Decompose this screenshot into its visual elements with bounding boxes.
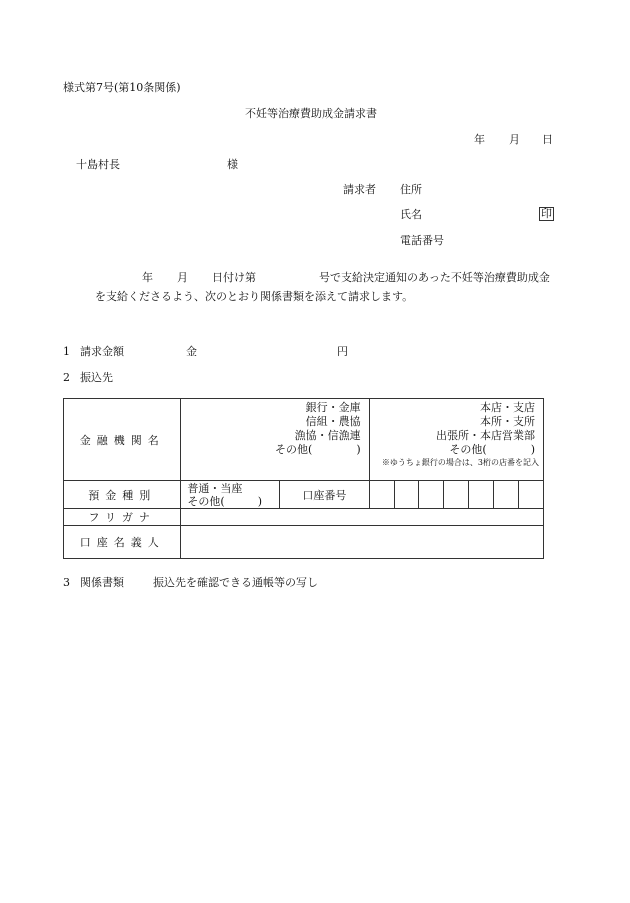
account-digit-box[interactable]	[494, 481, 519, 509]
body-month: 月	[177, 271, 188, 284]
account-digit-box[interactable]	[369, 481, 394, 509]
item3-text: 振込先を確認できる通帳等の写し	[153, 576, 318, 589]
honorific: 様	[227, 158, 238, 171]
account-holder-label: 口座名義人	[64, 526, 181, 559]
account-digit-box[interactable]	[518, 481, 543, 509]
item1-label: 請求金額	[80, 345, 124, 358]
branch-type: 出張所・本店営業部	[436, 429, 535, 442]
item2-number: 2	[63, 371, 70, 384]
institution-label: 金融機関名	[64, 399, 181, 481]
institution-type: 漁協・信漁連	[294, 429, 361, 442]
institution-type: 銀行・金庫	[305, 401, 361, 414]
yucho-note: ※ゆうちょ銀行の場合は、3桁の店番を記入	[381, 458, 539, 467]
date-month: 月	[509, 133, 520, 146]
branch-type-cell	[369, 399, 543, 481]
institution-type: 信組・農協	[305, 415, 361, 428]
body-line1: 号で支給決定通知のあった不妊等治療費助成金	[319, 271, 550, 284]
account-number-label: 口座番号	[280, 481, 370, 509]
account-digit-box[interactable]	[444, 481, 469, 509]
seal-mark: 印	[541, 207, 552, 220]
institution-type: その他( )	[275, 443, 361, 456]
account-digit-box[interactable]	[394, 481, 419, 509]
date-year: 年	[474, 133, 485, 146]
item3-number: 3	[63, 576, 70, 589]
body-dated-no: 日付け第	[212, 271, 256, 284]
deposit-type-label: 預金種別	[64, 481, 181, 509]
furigana-label: フリガナ	[64, 509, 181, 526]
institution-type-cell	[181, 399, 369, 481]
branch-type: 本所・支所	[480, 415, 535, 428]
branch-type: その他( )	[449, 443, 535, 456]
deposit-type: 普通・当座	[187, 481, 243, 495]
form-number: 様式第7号(第10条関係)	[63, 81, 181, 94]
item1-kin: 金	[186, 345, 197, 358]
item2-label: 振込先	[80, 371, 113, 384]
account-digit-box[interactable]	[469, 481, 494, 509]
phone-label: 電話番号	[400, 234, 444, 247]
body-year: 年	[142, 271, 153, 284]
date-day: 日	[542, 133, 553, 146]
bank-transfer-table	[63, 398, 544, 559]
deposit-type-cell	[181, 481, 280, 509]
item1-number: 1	[63, 345, 70, 358]
item3-label: 関係書類	[80, 576, 124, 589]
account-digit-box[interactable]	[419, 481, 444, 509]
address-label: 住所	[400, 183, 422, 196]
claimant-label: 請求者	[343, 183, 376, 196]
account-holder-field[interactable]	[181, 526, 544, 559]
name-label: 氏名	[400, 208, 422, 221]
branch-type: 本店・支店	[480, 401, 535, 414]
deposit-type: その他( )	[187, 494, 262, 508]
furigana-field[interactable]	[181, 509, 544, 526]
addressee: 十島村長	[76, 158, 120, 171]
body-line2: を支給くださるよう、次のとおり関係書類を添えて請求します。	[95, 290, 414, 303]
item1-yen: 円	[337, 345, 348, 358]
document-title: 不妊等治療費助成金請求書	[245, 107, 377, 120]
